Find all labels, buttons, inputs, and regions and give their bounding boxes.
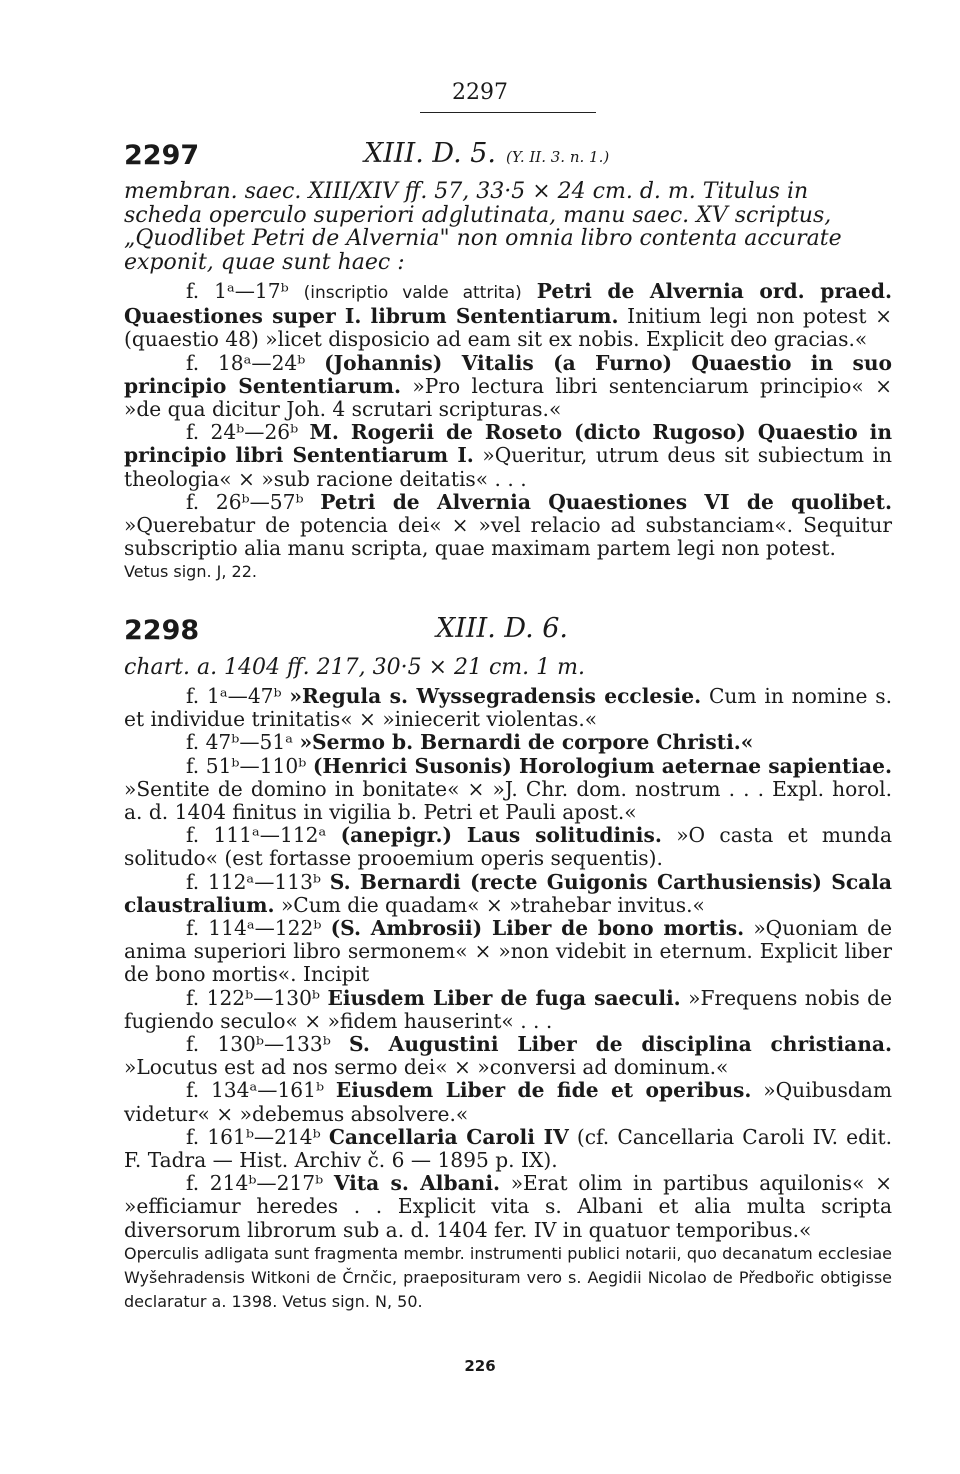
item-title: Petri de Alvernia Quaestiones VI de quolibet. bbox=[320, 489, 893, 514]
folio-range: f. 1ᵃ—47ᵇ bbox=[186, 684, 282, 708]
item-text: Cum in nomine s. et individue trinitatis« × »iniecerit violentas.« bbox=[124, 684, 892, 732]
folio-range: f. 114ᵃ—122ᵇ bbox=[186, 916, 322, 941]
item-title: (Johannis) Vitalis (a Furno) Quaestio in suo principio Sententiarum. bbox=[124, 350, 892, 398]
entry-number: 2297 bbox=[124, 140, 200, 171]
content-item bbox=[124, 871, 892, 917]
item-title: Vita s. Albani. bbox=[333, 1171, 501, 1196]
content-item bbox=[124, 824, 892, 870]
item-title: M. Rogerii de Roseto (dicto Rugoso) Quaestio in principio libri Sententiarum I. bbox=[124, 420, 893, 468]
entry-2298-description: chart. a. 1404 ff. 217, 30·5 × 21 cm. 1 m. bbox=[124, 655, 585, 680]
content-item bbox=[124, 1079, 892, 1125]
entry-2298-heading bbox=[124, 615, 888, 655]
entry-2297-heading bbox=[124, 140, 888, 180]
signature-text: XIII. D. 5. bbox=[364, 138, 496, 169]
item-title: Petri de Alvernia ord. praed. Quaestiones super I. librum Sententiarum. bbox=[124, 279, 893, 329]
entry-2297-contents bbox=[124, 280, 892, 584]
item-text: »Queritur, utrum deus sit subiectum in theologia« × »sub racione deitatis« . . . bbox=[124, 443, 893, 491]
item-text: »Quoniam de anima superiori libro sermonem« × »non videbit in eternum. Explicit liber de bono mortis«. Incipit bbox=[124, 916, 893, 987]
item-title: (anepigr.) Laus solitudinis. bbox=[340, 823, 662, 848]
folio-range: f. 112ᵃ—113ᵇ bbox=[186, 869, 321, 894]
content-item bbox=[124, 1126, 892, 1172]
entry-2297-description: membran. saec. XIII/XIV ff. 57, 33·5 × 24 cm. d. m. Titulus in scheda operculo superiori adglutinata, manu saec. XV scriptus, „Quodlibet Petri de Alvernia" non omnia libro contenta accurate exponit, quae sunt haec : bbox=[124, 179, 842, 275]
folio-range: f. 47ᵇ—51ᵃ bbox=[186, 730, 294, 755]
content-item bbox=[124, 280, 892, 352]
item-text: »Cum die quadam« × »trahebar invitus.« bbox=[280, 892, 705, 917]
item-text: »Quibusdam videtur« × »debemus absolvere.« bbox=[124, 1078, 892, 1126]
content-item bbox=[124, 421, 892, 491]
item-text: Initium legi non potest × (quaestio 48) »licet disposicio ad eam sit ex nobis. Explicit deo gracias.« bbox=[124, 304, 893, 352]
item-title: »Sermo b. Bernardi de corpore Christi.« bbox=[299, 730, 754, 755]
item-title: »Regula s. Wyssegradensis ecclesie. bbox=[289, 684, 702, 708]
content-item bbox=[124, 685, 892, 731]
item-title: Eiusdem Liber de fuga saeculi. bbox=[327, 985, 681, 1010]
content-item bbox=[124, 352, 892, 422]
folio-range: f. 122ᵇ—130ᵇ bbox=[186, 985, 321, 1010]
vetus-signature: Vetus sign. J, 22. bbox=[124, 562, 257, 582]
running-head: 2297 bbox=[452, 80, 508, 105]
running-head-rule bbox=[420, 112, 596, 113]
item-text: »Locutus est ad nos sermo dei« × »conversi ad dominum.« bbox=[124, 1055, 729, 1080]
folio-range: f. 130ᵇ—133ᵇ bbox=[186, 1032, 331, 1057]
content-item bbox=[124, 491, 892, 561]
content-item bbox=[124, 731, 892, 754]
item-text: »Sentite de domino in bonitate« × »J. Chr. dom. nostrum . . . Expl. horol. a. d. 1404 finitus in vigilia b. Petri et Pauli apost.« bbox=[124, 776, 892, 825]
binding-note: Operculis adligata sunt fragmenta membr. instrumenti publici notarii, quo decanatum ecclesiae Wyšehradensis Witkoni de Črnčic, praeposituram vero s. Aegidii Nicolao de Předbořic obtigisse declaratur a. 1398. Vetus sign. N, 50. bbox=[124, 1243, 892, 1311]
folio-range: f. 24ᵇ—26ᵇ bbox=[186, 420, 299, 445]
item-text: »Pro lectura libri sentenciarum principio« × »de qua dicitur Joh. 4 scrutari scripturas.« bbox=[124, 373, 892, 422]
item-text: »Querebatur de potencia dei« × »vel relacio ad substanciam«. Sequitur subscriptio alia manu scripta, quae maximam partem legi non potest. bbox=[124, 513, 892, 561]
item-text: »Erat olim in partibus aquilonis« × »efficiamur heredes . . Explicit vita s. Albani et alia multa scripta diversorum librorum sub a. d. 1404 fer. IV in quatuor temporibus.« bbox=[124, 1171, 893, 1242]
item-title: S. Bernardi (recte Guigonis Carthusiensis) Scala claustralium. bbox=[124, 869, 892, 917]
item-note: (inscriptio valde attrita) bbox=[303, 283, 522, 303]
item-text: (cf. Cancellaria Caroli IV. edit. F. Tadra — Hist. Archiv č. 6 — 1895 p. IX). bbox=[124, 1124, 893, 1173]
content-item bbox=[124, 755, 892, 825]
item-title: Eiusdem Liber de fide et operibus. bbox=[335, 1078, 752, 1103]
folio-range: f. 51ᵇ—110ᵇ bbox=[186, 753, 307, 778]
entry-signature bbox=[364, 138, 609, 169]
folio-range: f. 161ᵇ—214ᵇ bbox=[186, 1124, 321, 1149]
item-text: »Frequens nobis de fugiendo seculo« × »fidem hauserint« . . . bbox=[124, 985, 893, 1033]
content-item bbox=[124, 1033, 892, 1079]
item-title: S. Augustini Liber de disciplina christiana. bbox=[348, 1032, 893, 1057]
folio-range: f. 111ᵃ—112ᵃ bbox=[186, 823, 327, 848]
content-item bbox=[124, 987, 892, 1033]
folio-range: f. 26ᵇ—57ᵇ bbox=[186, 489, 304, 514]
content-item bbox=[124, 917, 892, 987]
entry-signature: XIII. D. 6. bbox=[436, 613, 568, 644]
old-signature: (Y. II. 3. n. 1.) bbox=[506, 148, 610, 166]
page-folio: 226 bbox=[464, 1357, 496, 1375]
item-text: »O casta et munda solitudo« (est fortasse prooemium operis sequentis). bbox=[124, 823, 893, 871]
folio-range: f. 134ᵃ—161ᵇ bbox=[186, 1078, 325, 1103]
folio-range: f. 214ᵇ—217ᵇ bbox=[186, 1171, 324, 1196]
entry-2298-contents bbox=[124, 685, 892, 1314]
item-title: Cancellaria Caroli IV bbox=[328, 1124, 569, 1149]
folio-range: f. 18ᵃ—24ᵇ bbox=[186, 350, 306, 375]
item-title: (Henrici Susonis) Horologium aeternae sapientiae. bbox=[312, 753, 892, 778]
content-item bbox=[124, 1172, 892, 1242]
folio-range: f. 1ᵃ—17ᵇ bbox=[186, 279, 289, 303]
entry-number: 2298 bbox=[124, 615, 200, 646]
item-title: (S. Ambrosii) Liber de bono mortis. bbox=[330, 916, 745, 941]
